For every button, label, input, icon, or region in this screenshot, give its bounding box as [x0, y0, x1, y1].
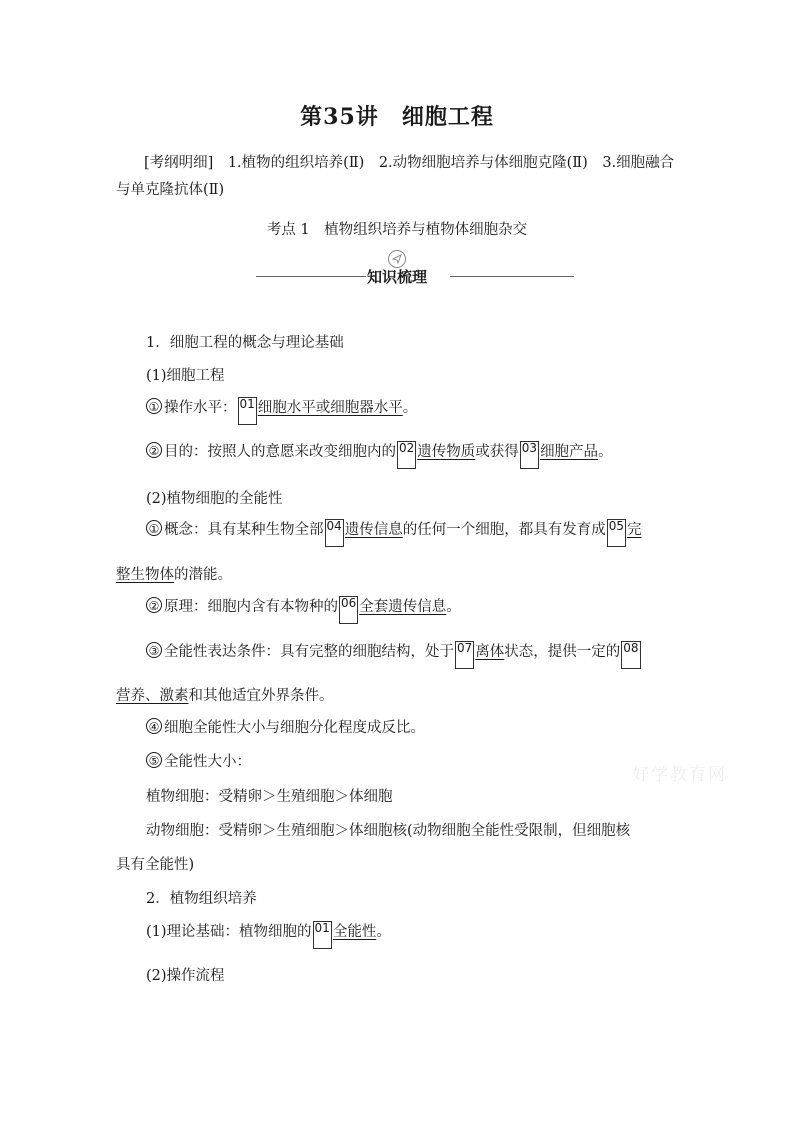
circled-number: ③ [146, 642, 162, 658]
line-plant-cells: 植物细胞：受精卵＞生殖细胞＞体细胞 [146, 789, 393, 805]
line-procedure: (2)操作流程 [146, 968, 225, 984]
text: 目的：按照人的意愿来改变细胞内的 [164, 444, 396, 460]
answer-text: 营养、激素 [116, 688, 189, 704]
circled-number: ② [146, 597, 162, 613]
answer-text: 全套遗传信息 [359, 599, 447, 615]
watermark: 好学教育网 [632, 765, 727, 785]
answer-text: 全能性 [332, 924, 377, 940]
text: 原理：细胞内含有本物种的 [164, 599, 338, 615]
text: 的任何一个细胞，都具有发育成 [402, 522, 606, 538]
circled-number: ④ [146, 718, 162, 734]
text: 。 [446, 599, 461, 615]
blank-number-box: 08 [621, 641, 640, 669]
answer-text: 细胞水平或细胞器水平 [257, 400, 403, 416]
line-totipotency-differentiation [146, 716, 425, 737]
line-concept [146, 518, 642, 547]
circled-number: ② [146, 442, 162, 458]
line-concept-cont [116, 563, 232, 584]
answer-text: 遗传信息 [344, 522, 403, 538]
blank-number-box: 02 [397, 441, 416, 469]
line-theory-basis [146, 920, 391, 949]
text: 。 [402, 400, 418, 416]
line-totipotency-size [146, 750, 251, 771]
answer-text: 整生物体 [116, 567, 174, 583]
topic-heading: 考点 1 植物组织培养与植物体细胞杂交 [266, 222, 528, 238]
text: 全能性表达条件：具有完整的细胞结构，处于 [164, 644, 454, 660]
line-purpose [146, 440, 613, 469]
circled-number: ① [146, 520, 162, 536]
syllabus-outline: [考纲明细] 1.植物的组织培养(Ⅱ) 2.动物细胞培养与体细胞克隆(Ⅱ) 3.细胞融合与单克隆抗体(Ⅱ) [116, 155, 675, 198]
heading-1-1: (1)细胞工程 [146, 368, 225, 384]
answer-text: 离体 [475, 644, 505, 660]
answer-text: 遗传物质 [417, 444, 476, 460]
text: 的潜能。 [174, 567, 232, 583]
text: 或获得 [475, 444, 519, 460]
blank-number-box: 05 [607, 519, 626, 547]
heading-1-2: (2)植物细胞的全能性 [146, 491, 283, 507]
line-operation-level [146, 396, 417, 425]
line-expression-condition-cont [116, 684, 334, 705]
blank-number-box: 01 [313, 921, 332, 949]
line-principle [146, 595, 461, 624]
text: (1)理论基础：植物细胞的 [146, 924, 312, 940]
blank-number-box: 01 [238, 397, 257, 425]
blank-number-box: 04 [325, 519, 344, 547]
lecture-number: 第35讲 [300, 104, 379, 130]
heading-2: 2．植物组织培养 [146, 891, 257, 907]
line-animal-cells: 动物细胞：受精卵＞生殖细胞＞体细胞核(动物细胞全能性受限制，但细胞核 [146, 823, 631, 839]
section-label: 知识梳理 [366, 268, 427, 286]
text: 和其他适宜外界条件。 [188, 688, 334, 704]
answer-text: 完 [627, 522, 642, 538]
line-animal-cells-cont: 具有全能性) [116, 857, 195, 873]
page-title [0, 100, 794, 131]
text: 。 [376, 924, 391, 940]
blank-number-box: 07 [455, 641, 474, 669]
text: 操作水平： [164, 400, 237, 416]
text: 概念：具有某种生物全部 [164, 522, 324, 538]
answer-text: 细胞产品 [540, 444, 599, 460]
blank-number-box: 06 [339, 596, 358, 624]
text: 。 [598, 444, 613, 460]
line-expression-condition [146, 640, 642, 669]
circled-number: ① [146, 398, 162, 414]
lecture-title: 细胞工程 [401, 104, 494, 130]
text: 细胞全能性大小与细胞分化程度成反比。 [164, 720, 425, 736]
text: 全能性大小： [164, 754, 251, 770]
heading-1: 1．细胞工程的概念与理论基础 [146, 335, 344, 351]
blank-number-box: 03 [520, 441, 539, 469]
text: 状态，提供一定的 [504, 644, 621, 660]
circled-number: ⑤ [146, 752, 162, 768]
